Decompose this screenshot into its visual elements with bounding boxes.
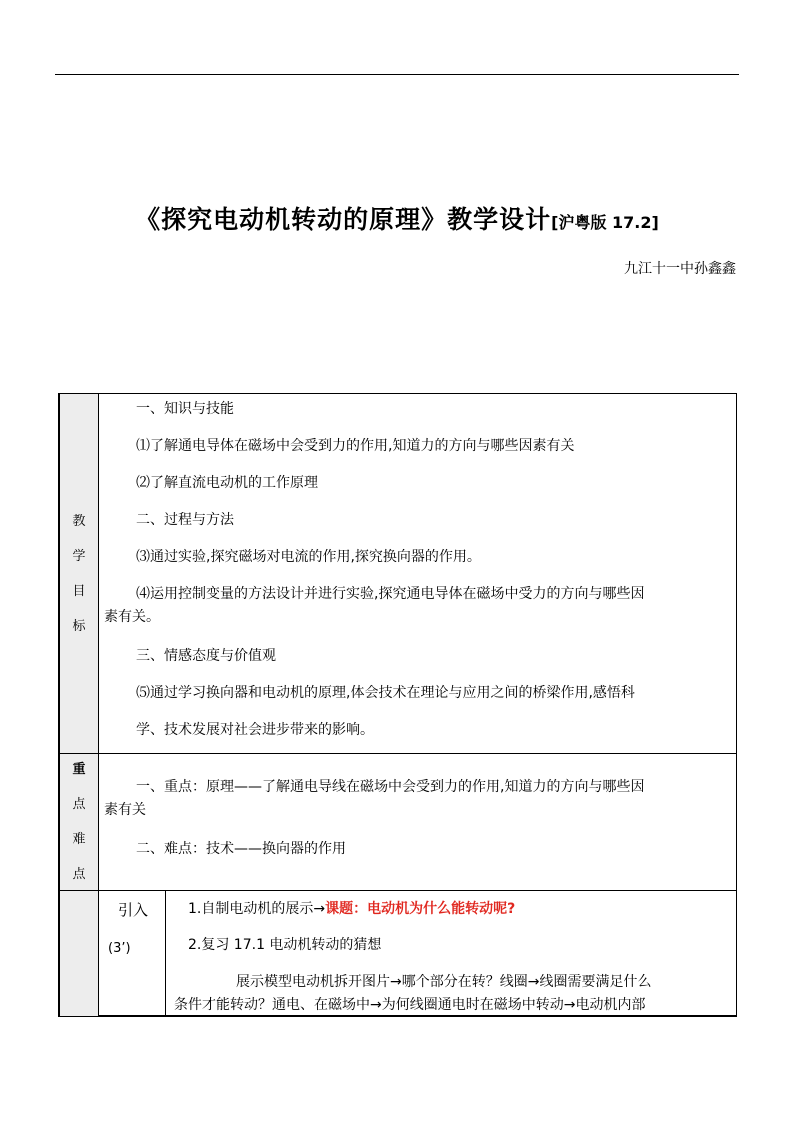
process-item-3-cont: 条件才能转动？通电、在磁场中→为何线圈通电时在磁场中转动→电动机内部 (174, 997, 646, 1013)
process-item-1-text: 1.自制电动机的展示→ (188, 901, 326, 917)
objective-item: ⑴了解通电导体在磁场中会受到力的作用,知道力的方向与哪些因素有关 (136, 438, 575, 454)
label-char: 教 (72, 513, 86, 529)
objective-item: ⑶通过实验,探究磁场对电流的作用,探究换向器的作用。 (136, 549, 481, 565)
column-divider (165, 891, 166, 1016)
objectives-heading-3: 三、情感态度与价值观 (136, 648, 276, 664)
column-divider (98, 394, 99, 1016)
process-item-2: 2.复习 17.1 电动机转动的猜想 (188, 937, 382, 953)
label-char: 重 (72, 762, 86, 777)
stage-time: (3’) (108, 941, 131, 956)
process-item-1 (188, 899, 515, 919)
keypoint-focus-cont: 素有关 (104, 802, 146, 818)
label-char: 标 (72, 618, 86, 634)
objective-item-cont: 素有关。 (104, 609, 160, 625)
label-char: 点 (72, 867, 86, 882)
objectives-heading-1: 一、知识与技能 (136, 401, 234, 417)
objectives-label (60, 394, 98, 753)
row-divider (60, 753, 737, 754)
process-label (60, 891, 98, 1016)
author: 九江十一中孙鑫鑫 (624, 261, 736, 277)
keypoint-difficulty: 二、难点：技术——换向器的作用 (136, 841, 346, 857)
keypoints-label (60, 754, 98, 890)
page-title (0, 200, 794, 236)
label-char: 目 (72, 583, 86, 599)
objectives-heading-2: 二、过程与方法 (136, 512, 234, 528)
lesson-topic: 课题：电动机为什么能转动呢? (325, 901, 516, 917)
process-item-3: 展示模型电动机拆开图片→哪个部分在转？线圈→线圈需要满足什么 (236, 974, 652, 990)
label-char: 点 (72, 797, 86, 812)
objective-item: ⑵了解直流电动机的工作原理 (136, 475, 318, 491)
objective-item: ⑸通过学习换向器和电动机的原理,体会技术在理论与应用之间的桥梁作用,感悟科 (136, 685, 635, 701)
objective-item: ⑷运用控制变量的方法设计并进行实验,探究通电导体在磁场中受力的方向与哪些因 (136, 586, 645, 602)
row-divider (60, 890, 737, 891)
title-edition: [沪粤版 17.2] (551, 213, 659, 232)
stage-name: 引入 (118, 901, 149, 919)
keypoint-focus: 一、重点：原理——了解通电导线在磁场中会受到力的作用,知道力的方向与哪些因 (136, 779, 645, 795)
label-char: 学 (72, 548, 86, 564)
header-rule (55, 74, 739, 75)
objective-item-cont: 学、技术发展对社会进步带来的影响。 (136, 722, 374, 738)
lesson-plan-table (58, 393, 737, 1017)
label-char: 难 (72, 832, 86, 847)
title-main: 《探究电动机转动的原理》教学设计 (135, 205, 552, 234)
